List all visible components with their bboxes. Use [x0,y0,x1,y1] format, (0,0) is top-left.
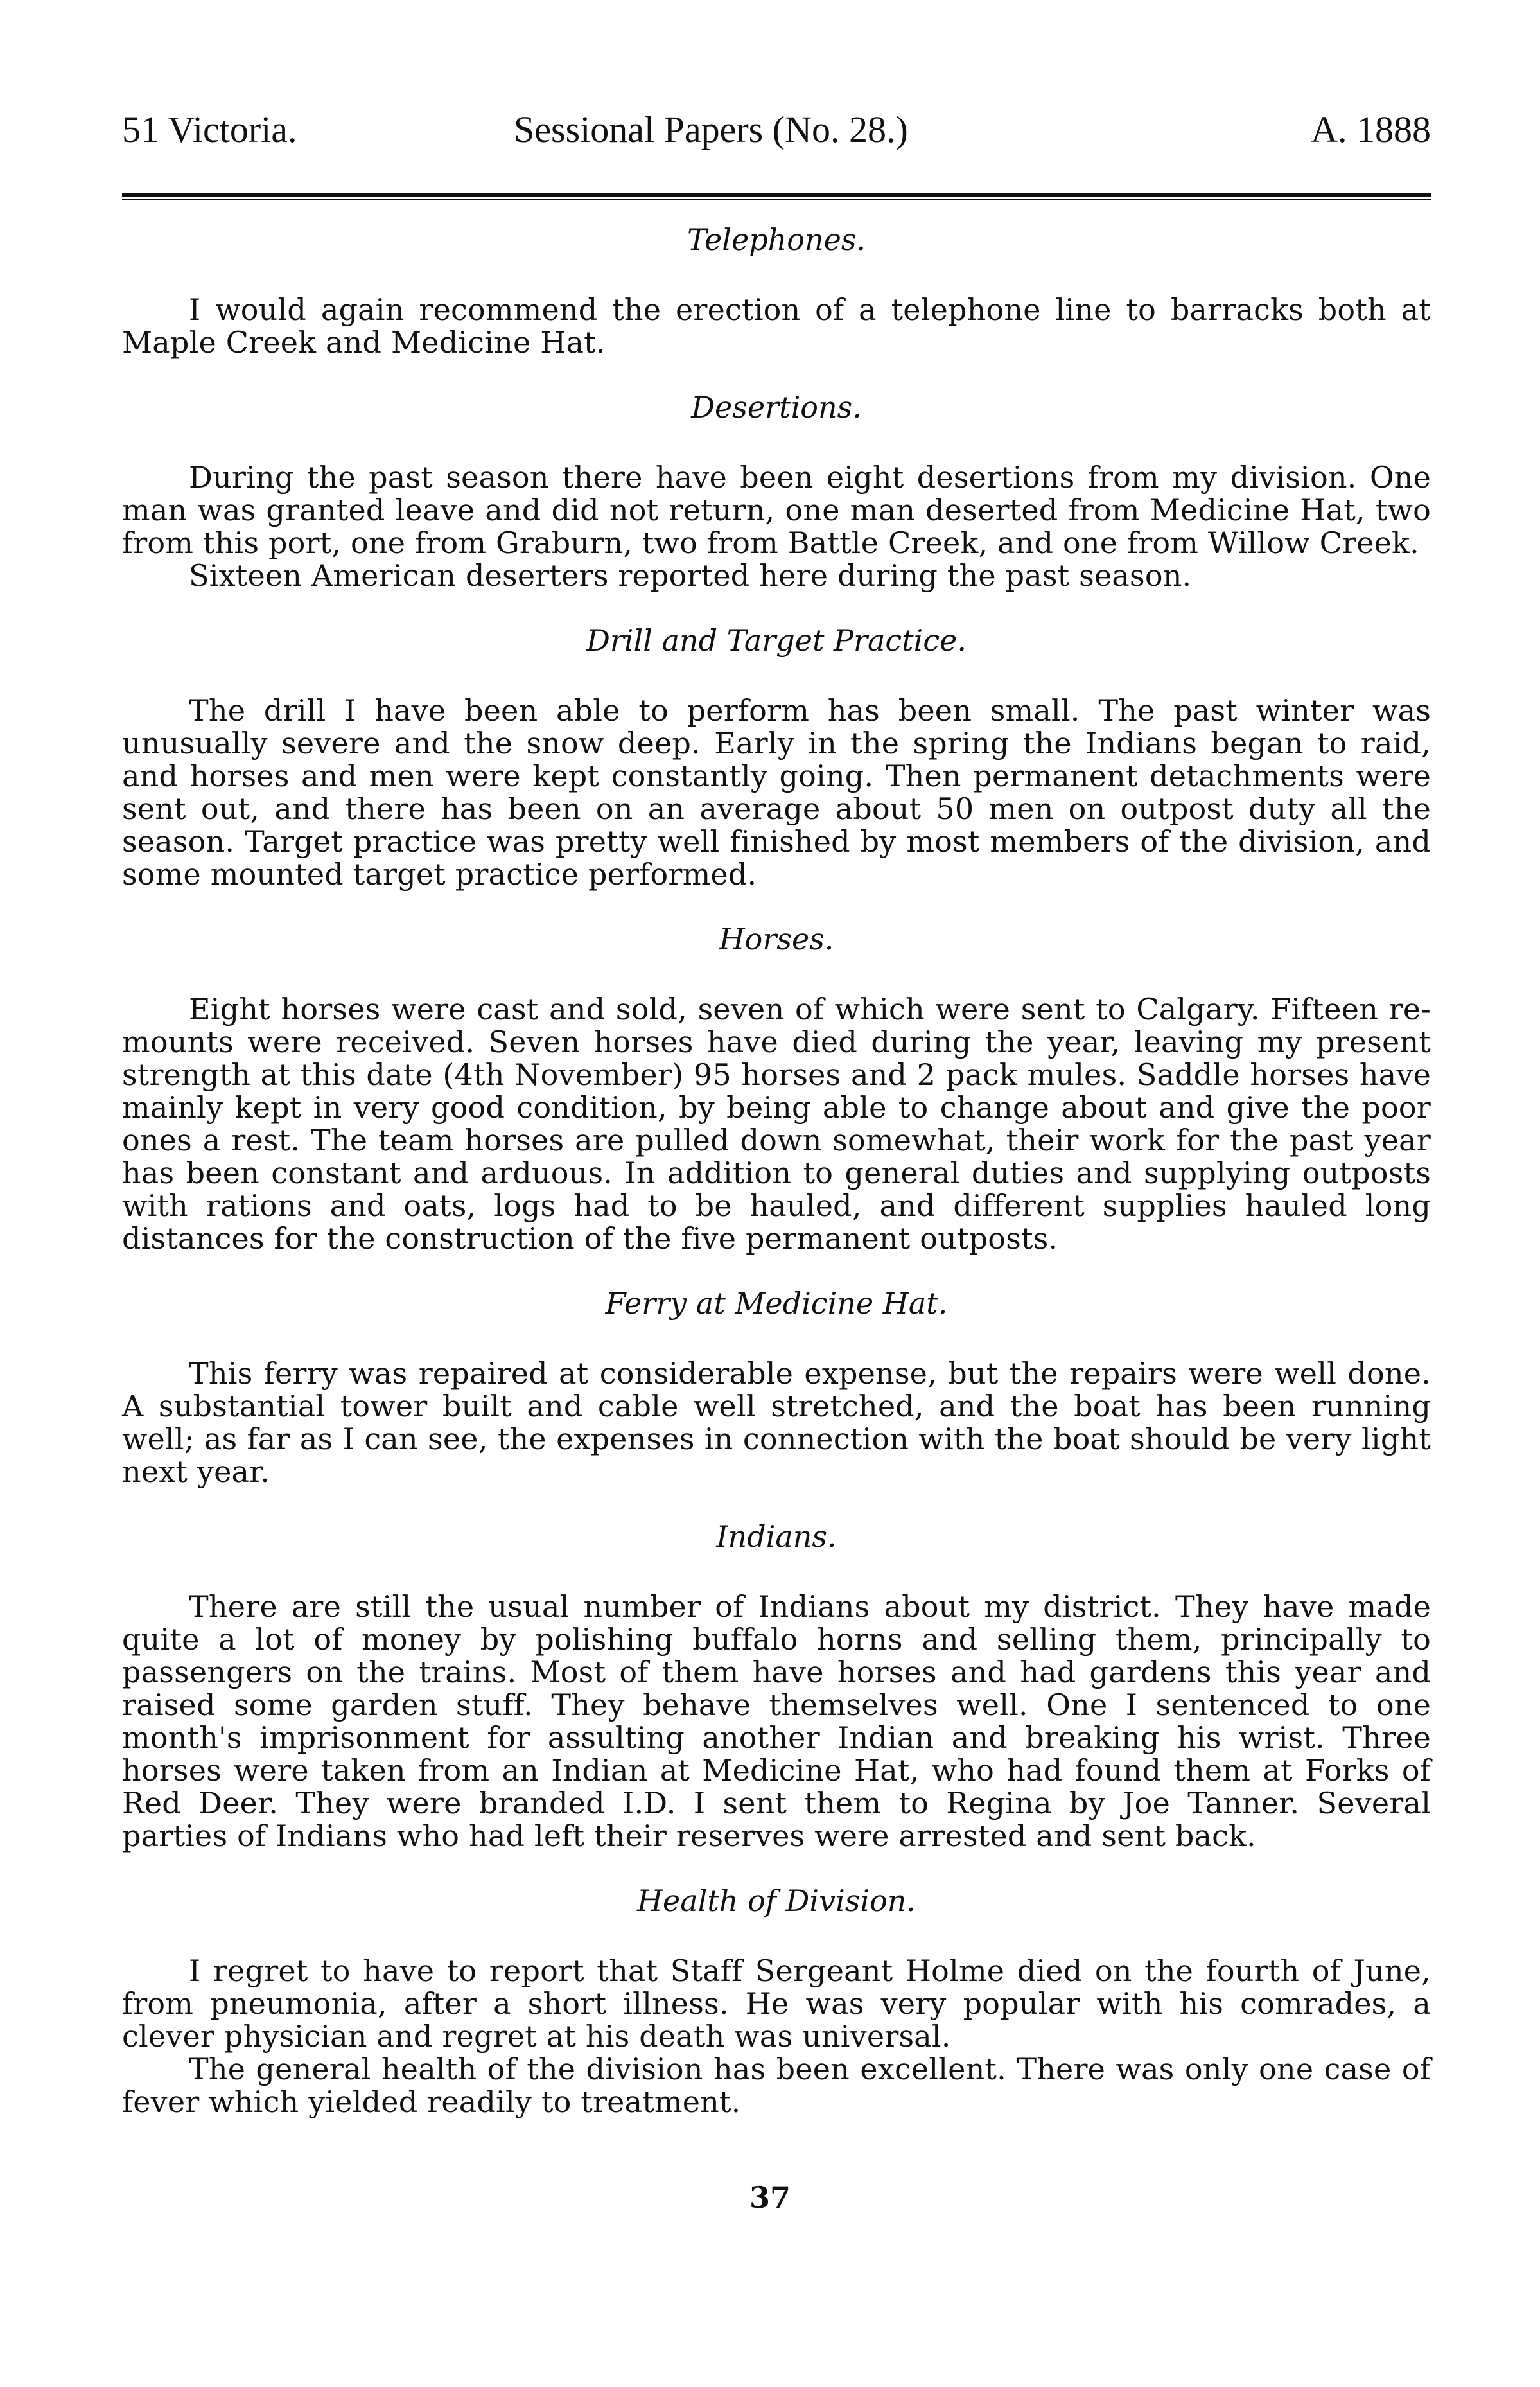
section-horses [122,923,1431,1255]
section-title: Health of Division. [636,1883,916,1918]
section-title: Desertions. [691,390,862,425]
section-title: Horses. [719,922,834,956]
document-body [122,224,1431,2118]
paragraph: Sixteen American deserters reported here during the past season. [189,558,1192,593]
section-telephones [122,224,1431,359]
paragraph: There are still the usual number of Indians about my district. They have made quite a lot of money by polishing buffalo horns and selling them, principally to passengers on the trains. Most of them have horses and had gardens this year and raised some garden stuff. They behave themselves well. One I sentenced to one month's imprisonment for assulting another Indian and breaking his wrist. Three horses were taken from an Indian at Medicine Hat, who had found them at Forks of Red Deer. They were branded I.D. I sent them to Regina by Joe Tanner. Several parties of Indians who had left their reserves were arrested and sent back. [122,1589,1431,1853]
section-indians [122,1520,1431,1853]
paragraph: I regret to have to report that Staff Sergeant Holme died on the fourth of June, from pneumonia, after a short illness. He was very popular with his comrades, a clever physician and regret at his death was universal. [122,1953,1431,2054]
page-header [122,104,1431,155]
page-number: 37 [749,2180,791,2215]
header-volume: 51 Victoria. [122,109,297,150]
section-title: Indians. [716,1519,837,1554]
header-year: A. 1888 [1311,109,1431,150]
section-title: Telephones. [687,222,866,257]
paragraph: Eight horses were cast and sold, seven of which were sent to Calgary. Fifteen re-mounts were received. Seven horses have died during the year, leaving my present strength at this date (4th November) 95 horses and 2 pack mules. Saddle horses have mainly kept in very good condition, by being able to change about and give the poor ones a rest. The team horses are pulled down somewhat, their work for the past year has been constant and arduous. In addition to general duties and supplying outposts with rations and oats, logs had to be hauled, and different supplies hauled long distances for the construction of the five permanent outposts. [122,992,1431,1256]
paragraph: During the past season there have been eight desertions from my division. One man was granted leave and did not return, one man deserted from Medicine Hat, two from this port, one from Graburn, two from Battle Creek, and one from Willow Creek. [122,460,1431,560]
section-title: Ferry at Medicine Hat. [605,1286,948,1321]
header-rule [122,193,1431,200]
section-ferry [122,1287,1431,1488]
header-series: Sessional Papers (No. 28.) [514,109,908,150]
paragraph: The drill I have been able to perform has been small. The past winter was unusually severe and the snow deep. Early in the spring the Indians began to raid, and horses and men were kept constantly going. Then permanent detachments were sent out, and there has been on an average about 50 men on outpost duty all the season. Target practice was pretty well finished by most members of the division, and some mounted target practice performed. [122,693,1431,892]
section-title: Drill and Target Practice. [586,623,967,658]
paragraph: I would again recommend the erection of a telephone line to barracks both at Maple Creek and Medicine Hat. [122,292,1431,360]
section-drill-target-practice [122,624,1431,891]
section-health-of-division [122,1885,1431,2118]
paragraph: This ferry was repaired at considerable expense, but the repairs were well done. A substantial tower built and cable well stretched, and the boat has been running well; as far as I can see, the expenses in connection with the boat should be very light next year. [122,1356,1431,1489]
paragraph: The general health of the division has been excellent. There was only one case of fever which yielded readily to treatment. [122,2052,1431,2119]
section-desertions [122,391,1431,592]
